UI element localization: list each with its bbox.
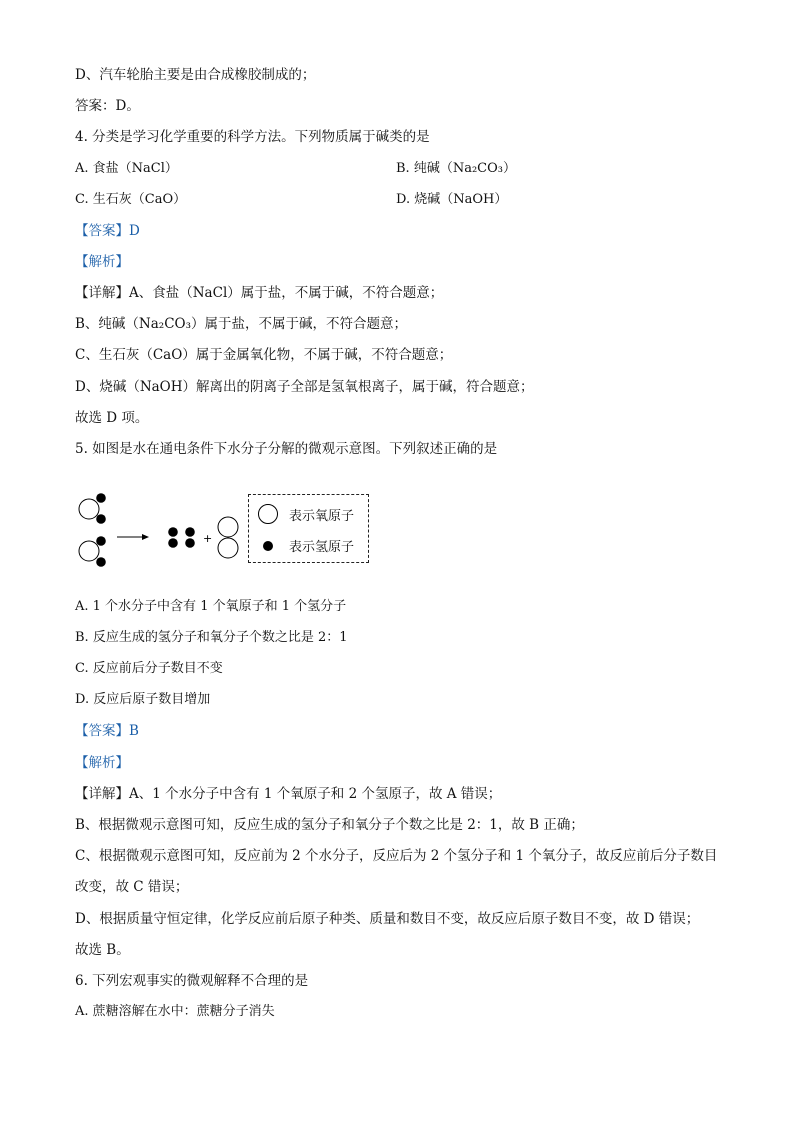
- legend-oxygen-label: 表示氧原子: [289, 509, 355, 524]
- text-line: 故选 B。: [75, 942, 130, 958]
- hydrogen-atom: [185, 538, 195, 548]
- text-line: 答案：D。: [75, 98, 140, 114]
- hydrogen-atom: [96, 557, 106, 567]
- hydrogen-legend-icon: [262, 540, 274, 552]
- analysis-label: 【解析】: [75, 755, 129, 771]
- text-line: C、生石灰（CaO）属于金属氧化物，不属于碱，不符合题意；: [75, 347, 453, 363]
- question-6-stem: 6. 下列宏观事实的微观解释不合理的是: [75, 973, 309, 989]
- hydrogen-atom: [96, 514, 106, 524]
- hydrogen-atom: [185, 527, 195, 537]
- text-line: 【详解】A、1 个水分子中含有 1 个氧原子和 2 个氢原子，故 A 错误；: [75, 786, 502, 802]
- text-line: D、根据质量守恒定律，化学反应前后原子种类、质量和数目不变，故反应后原子数目不变，故 D 错误；: [75, 911, 700, 927]
- oxygen-atom: [79, 541, 99, 561]
- q5-option-b: B. 反应生成的氢分子和氧分子个数之比是 2：1: [75, 630, 348, 645]
- q5-option-d: D. 反应后原子数目增加: [75, 692, 211, 707]
- hydrogen-atom: [96, 536, 106, 546]
- q4-option-d: D. 烧碱（NaOH）: [396, 192, 508, 207]
- question-4-stem: 4. 分类是学习化学重要的科学方法。下列物质属于碱类的是: [75, 129, 430, 145]
- arrow-head: [142, 534, 149, 540]
- hydrogen-atom: [168, 527, 178, 537]
- answer-label: 【答案】D: [75, 223, 140, 239]
- q6-option-a: A. 蔗糖溶解在水中：蔗糖分子消失: [75, 1004, 275, 1019]
- hydrogen-atom: [96, 493, 106, 503]
- q4-option-a: A. 食盐（NaCl）: [75, 161, 178, 176]
- hydrogen-atom: [168, 538, 178, 548]
- legend-hydrogen-label: 表示氢原子: [289, 540, 355, 555]
- diagram-legend: [248, 494, 369, 563]
- text-line: B、根据微观示意图可知，反应生成的氢分子和氧分子个数之比是 2：1，故 B 正确；: [75, 817, 584, 833]
- question-5-stem: 5. 如图是水在通电条件下水分子分解的微观示意图。下列叙述正确的是: [75, 441, 498, 457]
- text-line: D、烧碱（NaOH）解离出的阴离子全部是氢氧根离子，属于碱，符合题意；: [75, 379, 534, 395]
- oxygen-atom: [218, 517, 238, 537]
- text-line: 【详解】A、食盐（NaCl）属于盐，不属于碱，不符合题意；: [75, 285, 444, 301]
- q5-option-c: C. 反应前后分子数目不变: [75, 661, 223, 676]
- q4-option-b: B. 纯碱（Na₂CO₃）: [396, 161, 516, 176]
- text-line: 改变，故 C 错误；: [75, 879, 189, 895]
- oxygen-legend-icon: [257, 503, 279, 525]
- answer-label: 【答案】B: [75, 723, 139, 739]
- q5-option-a: A. 1 个水分子中含有 1 个氧原子和 1 个氢分子: [75, 599, 347, 614]
- plus-sign: +: [203, 532, 213, 545]
- text-line: B、纯碱（Na₂CO₃）属于盐，不属于碱，不符合题意；: [75, 316, 408, 332]
- q4-option-c: C. 生石灰（CaO）: [75, 192, 187, 207]
- oxygen-atom: [79, 499, 99, 519]
- text-line: C、根据微观示意图可知，反应前为 2 个水分子，反应后为 2 个氢分子和 1 个氧分子，故反应前后分子数目: [75, 848, 718, 864]
- analysis-label: 【解析】: [75, 254, 129, 270]
- oxygen-atom: [218, 538, 238, 558]
- text-line: D、汽车轮胎主要是由合成橡胶制成的；: [75, 67, 316, 83]
- text-line: 故选 D 项。: [75, 410, 149, 426]
